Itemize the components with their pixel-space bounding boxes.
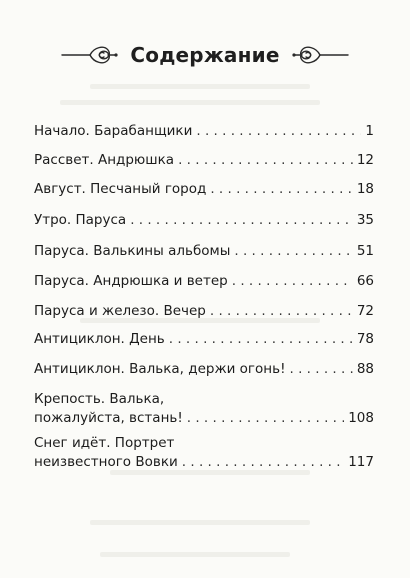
page-number: 12 [356,152,374,168]
entry-title-line-1: Крепость. Валька, [34,391,165,407]
page-number: 78 [356,331,374,347]
page-number: 66 [356,273,374,289]
entry-title: Антициклон. День [34,331,165,347]
right-flourish-icon [292,42,350,68]
entry-title: Паруса. Андрюшка и ветер [34,273,228,289]
dot-leader [196,122,361,141]
entry-title: Антициклон. Валька, держи огонь! [34,361,286,377]
entry-title-line-2: неизвестного Вовки [34,454,178,470]
dot-leader [232,272,353,291]
entry-title-line-1: Снег идёт. Портрет [34,435,175,451]
toc-entry[interactable] [34,302,374,321]
page-number: 88 [356,361,374,377]
toc-entry[interactable] [34,434,374,472]
page-number: 1 [365,123,374,139]
toc-entry[interactable] [34,122,374,141]
entry-title: Паруса и железо. Вечер [34,303,206,319]
toc-entry[interactable] [34,180,374,199]
dot-leader [210,180,352,199]
page-number: 51 [356,243,374,259]
toc-entry[interactable] [34,151,374,170]
show-through-mark [90,84,310,89]
dot-leader [187,409,344,428]
left-flourish-icon [60,42,118,68]
toc-entry[interactable] [34,390,374,428]
toc-entry[interactable] [34,242,374,261]
page-number: 117 [348,454,374,470]
toc-entry[interactable] [34,211,374,230]
toc-entry[interactable] [34,330,374,349]
entry-title: Начало. Барабанщики [34,123,193,139]
dot-leader [182,453,344,472]
dot-leader [289,360,352,379]
entry-title: Паруса. Валькины альбомы [34,243,231,259]
show-through-mark [100,552,290,557]
toc-entry[interactable] [34,272,374,291]
page-number: 35 [356,212,374,228]
dot-leader [234,242,352,261]
entry-title: Утро. Паруса [34,212,127,228]
page-number: 72 [356,303,374,319]
show-through-mark [60,100,320,105]
dot-leader [178,151,353,170]
entry-title: Рассвет. Андрюшка [34,152,175,168]
page-number: 108 [348,410,374,426]
dot-leader [169,330,353,349]
entry-title-line-2: пожалуйста, встань! [34,410,183,426]
page-number: 18 [356,181,374,197]
page-title: Содержание [130,43,280,67]
toc-header [0,38,410,72]
dot-leader [130,211,353,230]
toc-entry[interactable] [34,360,374,379]
dot-leader [210,302,353,321]
show-through-mark [90,520,310,525]
entry-title: Август. Песчаный город [34,181,207,197]
